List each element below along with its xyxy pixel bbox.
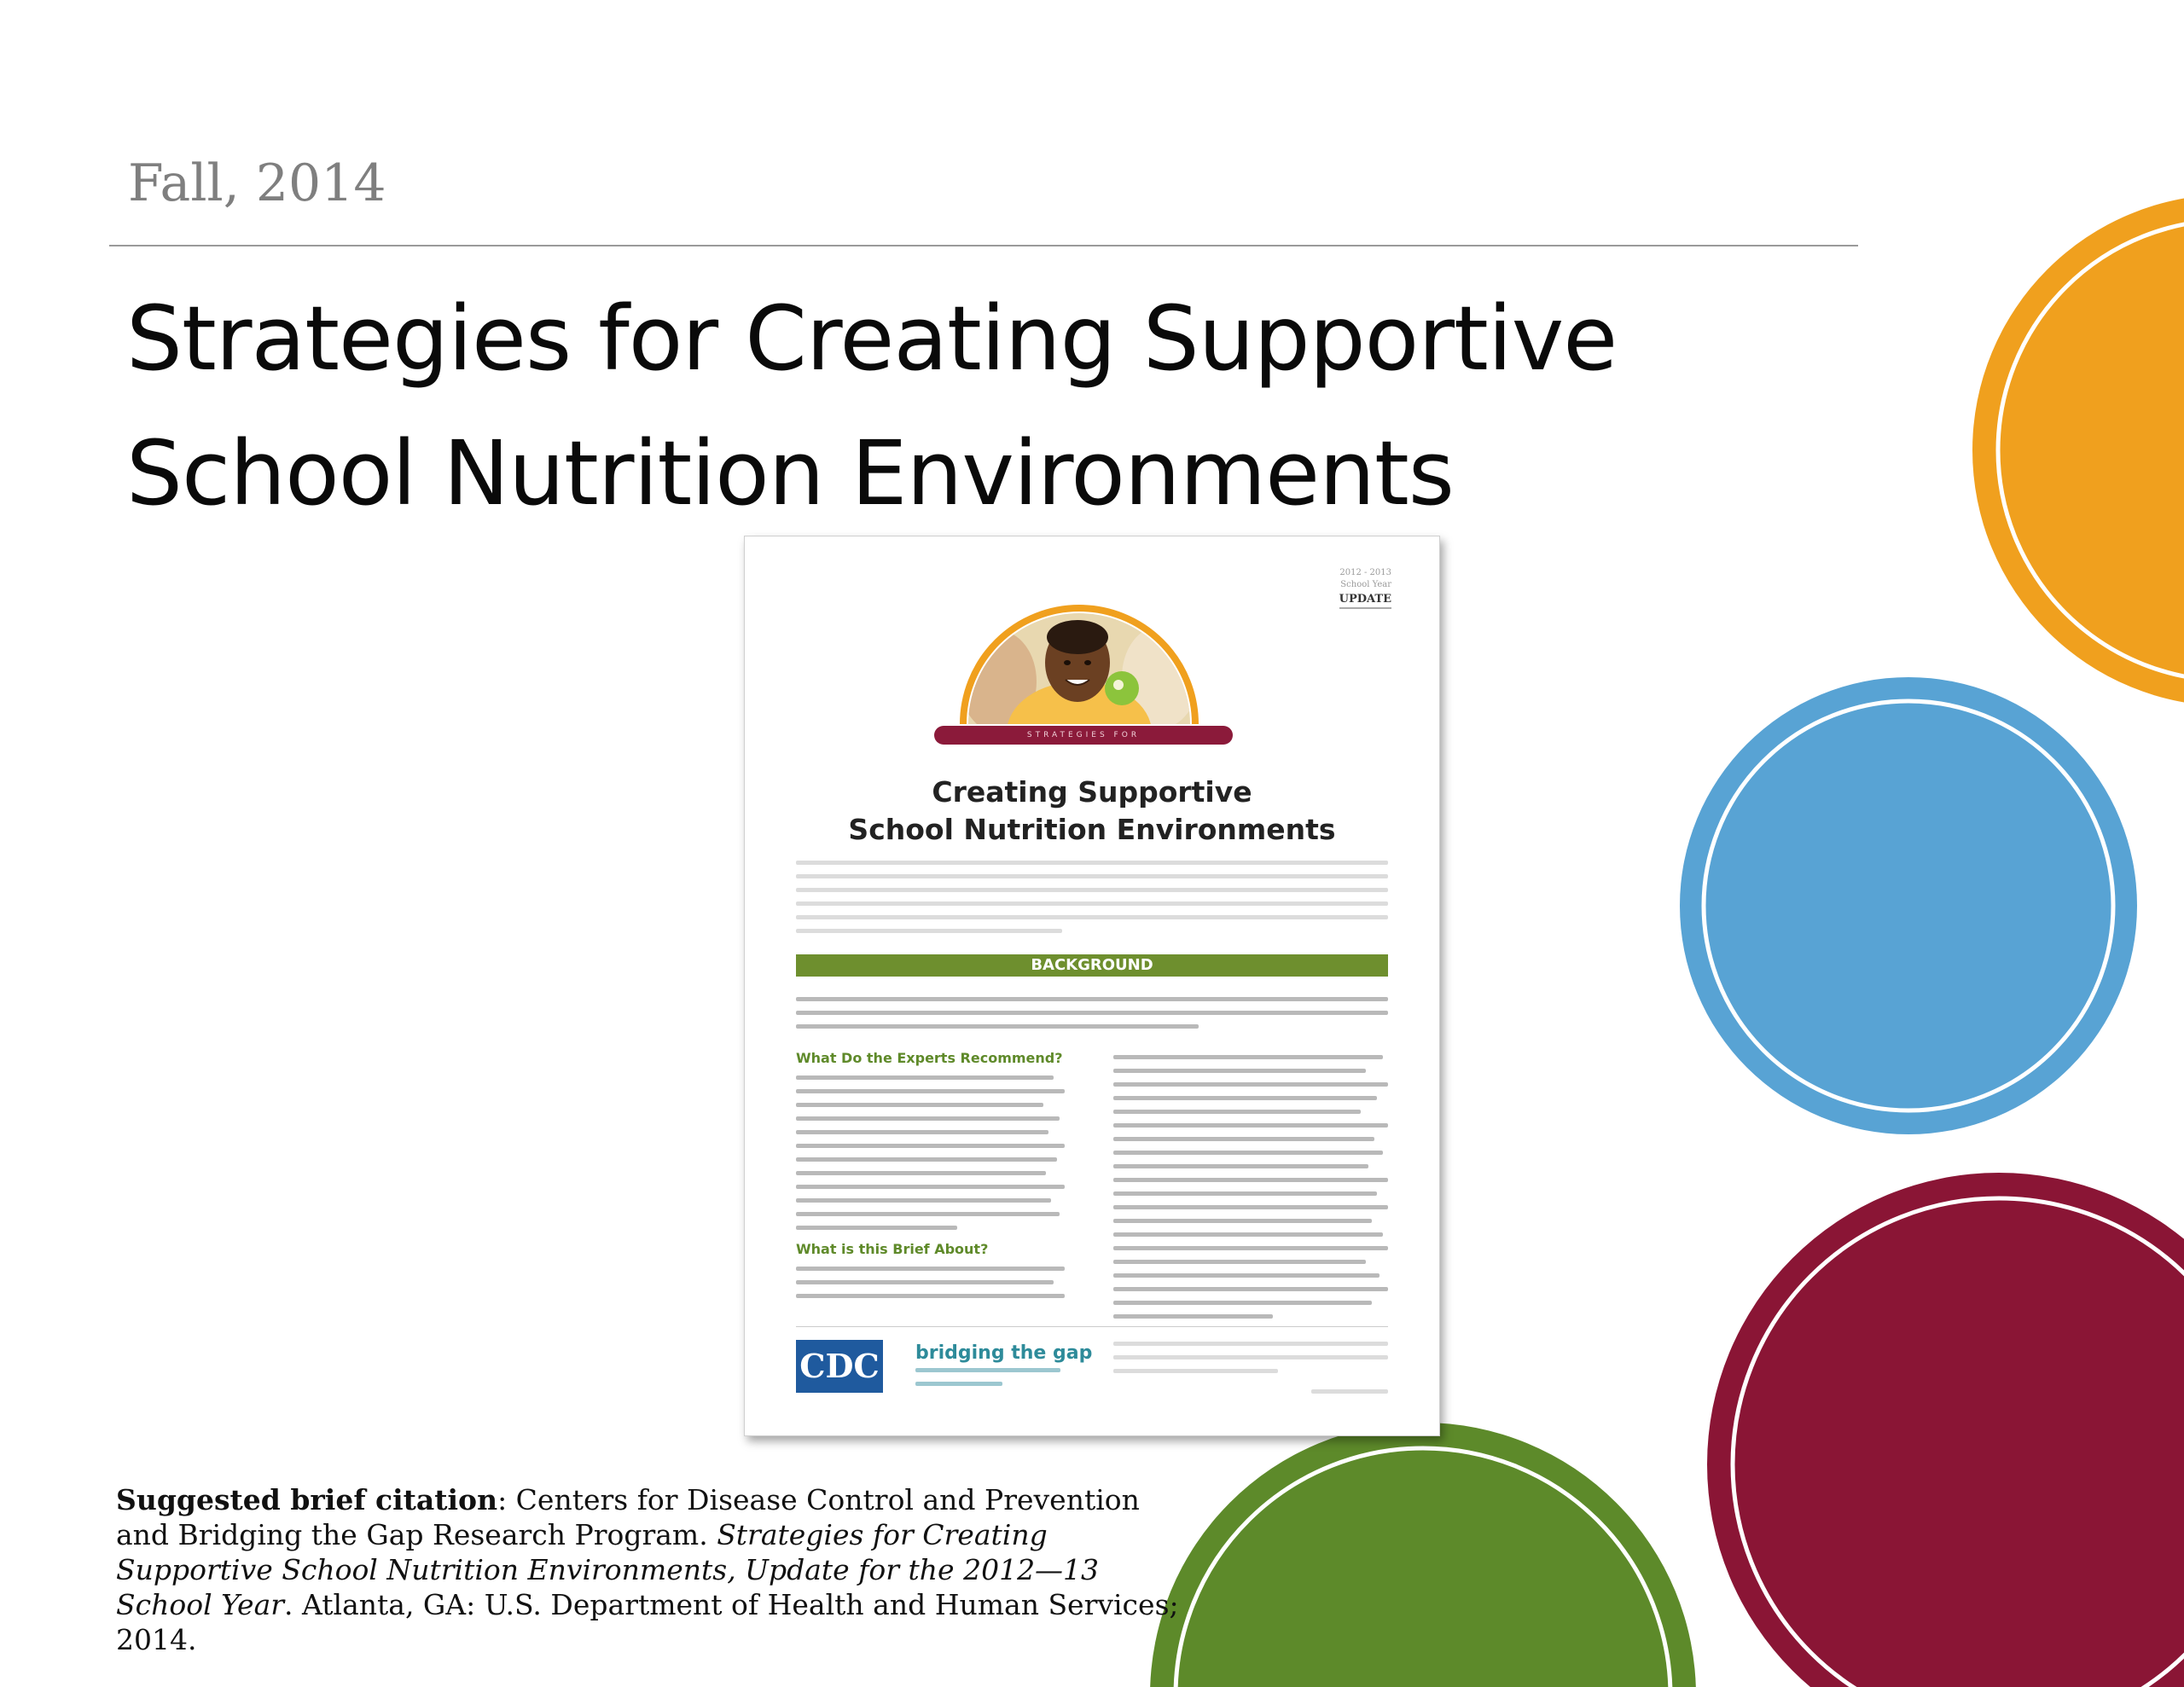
blue-circle [1680, 677, 2137, 1134]
brief-paragraph [796, 1267, 1065, 1307]
date-label: Fall, 2014 [128, 154, 386, 213]
column-two-text [1113, 1055, 1388, 1328]
orange-circle [1972, 194, 2184, 706]
footer-rule [796, 1326, 1388, 1327]
year-line-2: School Year [1340, 580, 1391, 589]
citation [116, 1482, 1191, 1657]
document-title-line-2: School Nutrition Environments [848, 813, 1336, 846]
citation-text-a: : Centers for Disease Control and Prevention and Bridging the Gap Research Program. [116, 1483, 1140, 1551]
document-title-line-1: Creating Supportive [932, 775, 1252, 809]
citation-text-b: . Atlanta, GA: U.S. Department of Health and Human Services; 2014. [116, 1588, 1179, 1656]
divider-line [109, 245, 1858, 246]
background-heading: BACKGROUND [796, 954, 1388, 977]
footer-disclaimer [1113, 1342, 1388, 1383]
maroon-circle [1707, 1173, 2184, 1687]
update-label: UPDATE [1339, 593, 1391, 609]
green-circle [1150, 1423, 1696, 1687]
background-paragraph [796, 997, 1388, 1038]
page-title [126, 271, 1960, 541]
page-footer [1311, 1389, 1388, 1403]
title-line-2: School Nutrition Environments [126, 421, 1454, 525]
document-thumbnail [744, 536, 1440, 1436]
citation-label: Suggested brief citation [116, 1483, 498, 1516]
bridging-the-gap-logo: bridging the gap [915, 1342, 1093, 1364]
intro-paragraph [796, 861, 1388, 942]
school-year-label [1339, 567, 1391, 591]
year-line-1: 2012 - 2013 [1339, 568, 1391, 577]
btg-tagline [915, 1368, 1060, 1395]
title-line-1: Strategies for Creating Supportive [126, 287, 1618, 391]
brief-heading: What is this Brief About? [796, 1241, 989, 1257]
ribbon-text: STRATEGIES FOR [1026, 731, 1141, 739]
student-photo [960, 588, 1199, 724]
document-title [745, 774, 1439, 849]
ribbon-banner [934, 726, 1233, 745]
cdc-logo: CDC [796, 1340, 883, 1393]
citation-title: Strategies for Creating Supportive School Nutrition Environments, Update for the 2012—13 School Year [116, 1518, 1100, 1621]
experts-heading: What Do the Experts Recommend? [796, 1050, 1063, 1066]
experts-paragraph [796, 1075, 1065, 1239]
